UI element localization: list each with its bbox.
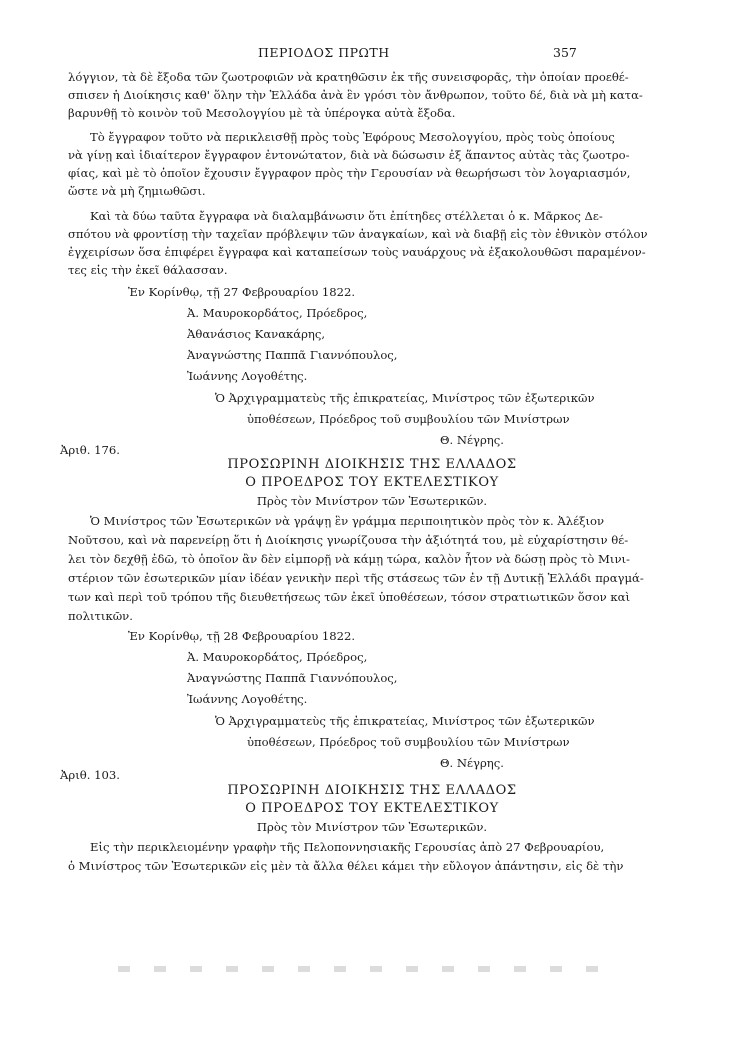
document-heading: ΠΡΟΣΩΡΙΝΗ ΔΙΟΙΚΗΣΙΣ ΤΗΣ ΕΛΛΑΔΟΣ [227,457,517,472]
signatory-name: Ἀναγνώστης Παππᾶ Γιαννόπουλος, [187,348,398,362]
text-line: στέριον τῶν ἐσωτερικῶν μίαν ἰδέαν γενικὴν περὶ τῆς στάσεως τῶν ἐν τῇ Δυτικῇ Ἑλλάδι πραγμά- [68,571,644,585]
secretary-name: Θ. Νέγρης. [440,756,504,770]
text-line: ὥστε νὰ μὴ ζημιωθῶσι. [68,184,206,198]
text-line: νὰ γίνῃ καὶ ἰδιαίτερον ἔγγραφον ἐντονώτατον, διὰ νὰ δώσωσιν ἐξ ἅπαντος αὐτὰς τὰς ζωοτρο- [68,148,630,162]
addressee: Πρὸς τὸν Μινίστρον τῶν Ἐσωτερικῶν. [256,494,488,508]
secretary-title: Ὁ Ἀρχιγραμματεὺς τῆς ἐπικρατείας, Μινίστρος τῶν ἐξωτερικῶν [215,714,595,728]
text-line: τες εἰς τὴν ἐκεῖ θάλασσαν. [68,263,228,277]
text-line: σπότου νὰ φροντίσῃ τὴν ταχεῖαν πρόβλεψιν τῶν ἀναγκαίων, καὶ νὰ διαβῇ εἰς τὸν ἐθνικὸν στόλον [68,227,648,241]
text-line: Νοῦτσου, καὶ νὰ παρενείρῃ ὅτι ἡ Διοίκησις γνωρίζουσα τὴν ἀξιότητά του, μὲ εὐχαρίστησιν θέ- [68,533,629,547]
document-number: Ἀριθ. 176. [60,443,120,457]
document-number: Ἀριθ. 103. [60,768,120,782]
place-date: Ἐν Κορίνθῳ, τῇ 28 Φεβρουαρίου 1822. [128,629,356,643]
text-line: πολιτικῶν. [68,609,133,623]
text-line: Εἰς τὴν περικλειομένην γραφὴν τῆς Πελοποννησιακῆς Γερουσίας ἀπὸ 27 Φεβρουαρίου, [90,840,605,854]
text-line: φίας, καὶ μὲ τὸ ὁποῖον ἔχουσιν ἔγγραφον πρὸς τὴν Γερουσίαν νὰ θεωρήσωσι τὸν λογαριασμόν, [68,166,631,180]
text-line: Καὶ τὰ δύω ταῦτα ἔγγραφα νὰ διαλαμβάνωσιν ὅτι ἐπίτηδες στέλλεται ὁ κ. Μᾶρκος Δε- [90,209,603,223]
text-line: ὁ Μινίστρος τῶν Ἐσωτερικῶν εἰς μὲν τὰ ἄλλα θέλει κάμει τὴν εὔλογον ἀπάντησιν, εἰς δὲ τὴν [68,859,624,873]
document-heading: Ο ΠΡΟΕΔΡΟΣ ΤΟΥ ΕΚΤΕΛΕΣΤΙΚΟΥ [245,801,499,816]
signatory-name: Ἰωάννης Λογοθέτης. [187,369,308,383]
text-line: Ὁ Μινίστρος τῶν Ἐσωτερικῶν νὰ γράψῃ ἓν γράμμα περιποιητικὸν πρὸς τὸν κ. Ἀλέξιον [90,514,605,528]
text-line: των καὶ περὶ τοῦ τρόπου τῆς διευθετήσεως τῶν ἐκεῖ ὑποθέσεων, τόσον στρατιωτικῶν ὅσον καὶ [68,590,631,604]
text-line: βαρυνθῇ τὸ κοινὸν τοῦ Μεσολογγίου μὲ τὰ ὑπέρογκα αὐτὰ ἔξοδα. [68,106,456,120]
text-line: λόγγιον, τὰ δὲ ἔξοδα τῶν ζωοτροφιῶν νὰ κρατηθῶσιν ἐκ τῆς συνεισφορᾶς, τὴν ὁποίαν προεθέ- [68,70,629,84]
signatory-name: Ἀναγνώστης Παππᾶ Γιαννόπουλος, [187,671,398,685]
signatory-name: Ἀθανάσιος Κανακάρης, [187,327,326,341]
page-bleed-marks [118,966,598,972]
secretary-name: Θ. Νέγρης. [440,433,504,447]
secretary-title: Ὁ Ἀρχιγραμματεὺς τῆς ἐπικρατείας, Μινίστρος τῶν ἐξωτερικῶν [215,391,595,405]
addressee: Πρὸς τὸν Μινίστρον τῶν Ἐσωτερικῶν. [256,820,488,834]
secretary-title: ὑποθέσεων, Πρόεδρος τοῦ συμβουλίου τῶν Μινίστρων [247,735,570,749]
text-line: Τὸ ἔγγραφον τοῦτο νὰ περικλεισθῇ πρὸς τοὺς Ἐφόρους Μεσολογγίου, πρὸς τοὺς ὁποίους [90,130,615,144]
running-header-title: ΠΕΡΙΟΔΟΣ ΠΡΩΤΗ [258,45,390,60]
signatory-name: Ἰωάννης Λογοθέτης. [187,692,308,706]
text-line: σπισεν ἡ Διοίκησις καθ' ὅλην τὴν Ἑλλάδα ἀνὰ ἓν γρόσι τὸν ἄνθρωπον, τοῦτο δέ, διὰ νὰ μὴ κατα- [68,88,643,102]
document-heading: ΠΡΟΣΩΡΙΝΗ ΔΙΟΙΚΗΣΙΣ ΤΗΣ ΕΛΛΑΔΟΣ [227,783,517,798]
text-line: λει τὸν δεχθῇ ἐδῶ, τὸ ὁποῖον ἂν δὲν εἰμπορῇ νὰ κάμῃ τώρα, καλὸν ἦτον νὰ δώσῃ πρὸς τὸ Μινι- [68,552,630,566]
document-heading: Ο ΠΡΟΕΔΡΟΣ ΤΟΥ ΕΚΤΕΛΕΣΤΙΚΟΥ [245,475,499,490]
page-number: 357 [553,45,577,60]
text-line: ἐγχειρίσων ὅσα ἐπιφέρει ἔγγραφα καὶ καταπείσων τοὺς ναυάρχους νὰ ἐξακολουθῶσι παραμένον- [68,245,646,259]
signatory-name: Ἀ. Μαυροκορδάτος, Πρόεδρος, [187,306,368,320]
signatory-name: Ἀ. Μαυροκορδάτος, Πρόεδρος, [187,650,368,664]
secretary-title: ὑποθέσεων, Πρόεδρος τοῦ συμβουλίου τῶν Μινίστρων [247,412,570,426]
place-date: Ἐν Κορίνθῳ, τῇ 27 Φεβρουαρίου 1822. [128,285,356,299]
